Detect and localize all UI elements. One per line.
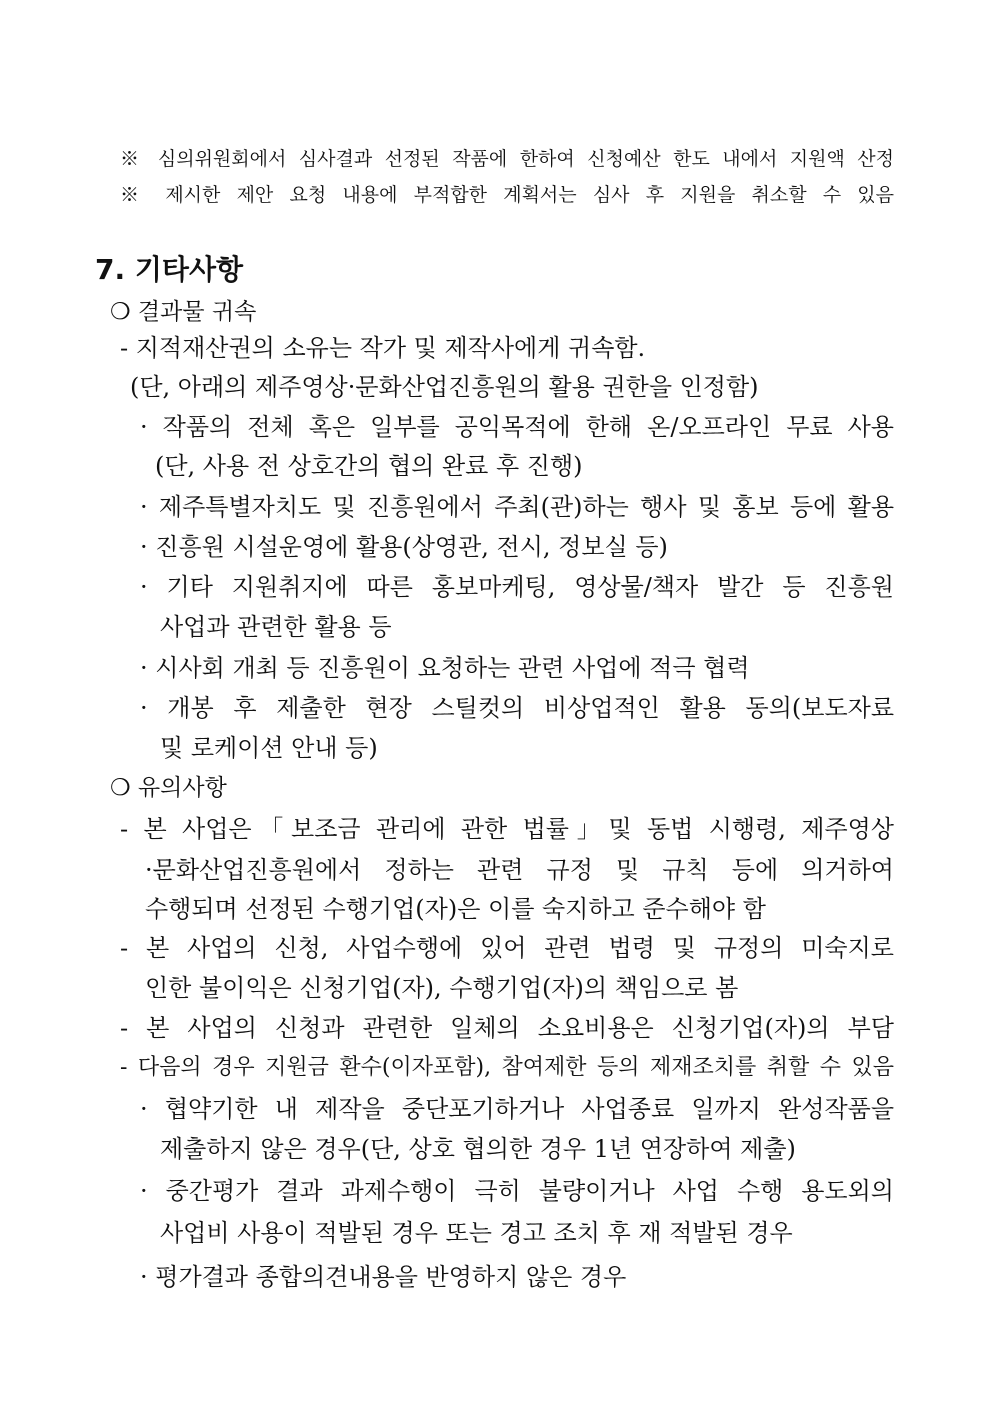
subsection-heading: ❍ 결과물 귀속 — [110, 299, 257, 325]
dash-continuation: 수행되며 선정된 수행기업(자)은 이를 숙지하고 준수해야 함 — [145, 895, 766, 923]
dash-item: - 지적재산권의 소유는 작가 및 제작사에게 귀속함. — [120, 334, 646, 362]
bullet-item: · 개봉 후 제출한 현장 스틸컷의 비상업적인 활용 동의(보도자료 — [140, 694, 894, 722]
note-line: ※ 제시한 제안 요청 내용에 부적합한 계획서는 심사 후 지원을 취소할 수 있음 — [120, 184, 894, 206]
dash-continuation: 인한 불이익은 신청기업(자), 수행기업(자)의 책임으로 봄 — [145, 974, 739, 1002]
bullet-continuation: 제출하지 않은 경우(단, 상호 협의한 경우 1년 연장하여 제출) — [160, 1135, 796, 1163]
bullet-continuation: 사업과 관련한 활용 등 — [160, 613, 392, 641]
section-title: 7. 기타사항 — [95, 253, 244, 286]
bullet-item: · 평가결과 종합의견내용을 반영하지 않은 경우 — [140, 1263, 627, 1291]
bullet-item: · 진흥원 시설운영에 활용(상영관, 전시, 정보실 등) — [140, 533, 668, 561]
note-line: ※ 심의위원회에서 심사결과 선정된 작품에 한하여 신청예산 한도 내에서 지원액 산정 — [120, 148, 894, 170]
dash-item: - 본 사업의 신청과 관련한 일체의 소요비용은 신청기업(자)의 부담 — [120, 1014, 894, 1042]
paren-note: (단, 아래의 제주영상·문화산업진흥원의 활용 권한을 인정함) — [130, 373, 759, 401]
bullet-continuation: (단, 사용 전 상호간의 협의 완료 후 진행) — [155, 452, 583, 480]
bullet-item: · 기타 지원취지에 따른 홍보마케팅, 영상물/책자 발간 등 진흥원 — [140, 573, 894, 601]
dash-item: - 본 사업의 신청, 사업수행에 있어 관련 법령 및 규정의 미숙지로 — [120, 934, 894, 962]
bullet-continuation: 사업비 사용이 적발된 경우 또는 경고 조치 후 재 적발된 경우 — [160, 1219, 793, 1247]
bullet-item: · 중간평가 결과 과제수행이 극히 불량이거나 사업 수행 용도외의 — [140, 1177, 894, 1205]
dash-item: - 다음의 경우 지원금 환수(이자포함), 참여제한 등의 제재조치를 취할 수 있음 — [120, 1055, 894, 1080]
bullet-item: · 제주특별자치도 및 진흥원에서 주최(관)하는 행사 및 홍보 등에 활용 — [140, 493, 894, 521]
bullet-item: · 작품의 전체 혹은 일부를 공익목적에 한해 온/오프라인 무료 사용 — [140, 413, 894, 441]
bullet-item: · 시사회 개최 등 진흥원이 요청하는 관련 사업에 적극 협력 — [140, 654, 750, 682]
bullet-item: · 협약기한 내 제작을 중단포기하거나 사업종료 일까지 완성작품을 — [140, 1095, 894, 1123]
bullet-continuation: 및 로케이션 안내 등) — [160, 734, 378, 762]
dash-item: - 본 사업은「보조금 관리에 관한 법률」및 동법 시행령, 제주영상 — [120, 815, 894, 843]
subsection-heading: ❍ 유의사항 — [110, 775, 227, 801]
dash-continuation: ·문화산업진흥원에서 정하는 관련 규정 및 규칙 등에 의거하여 — [145, 856, 894, 884]
